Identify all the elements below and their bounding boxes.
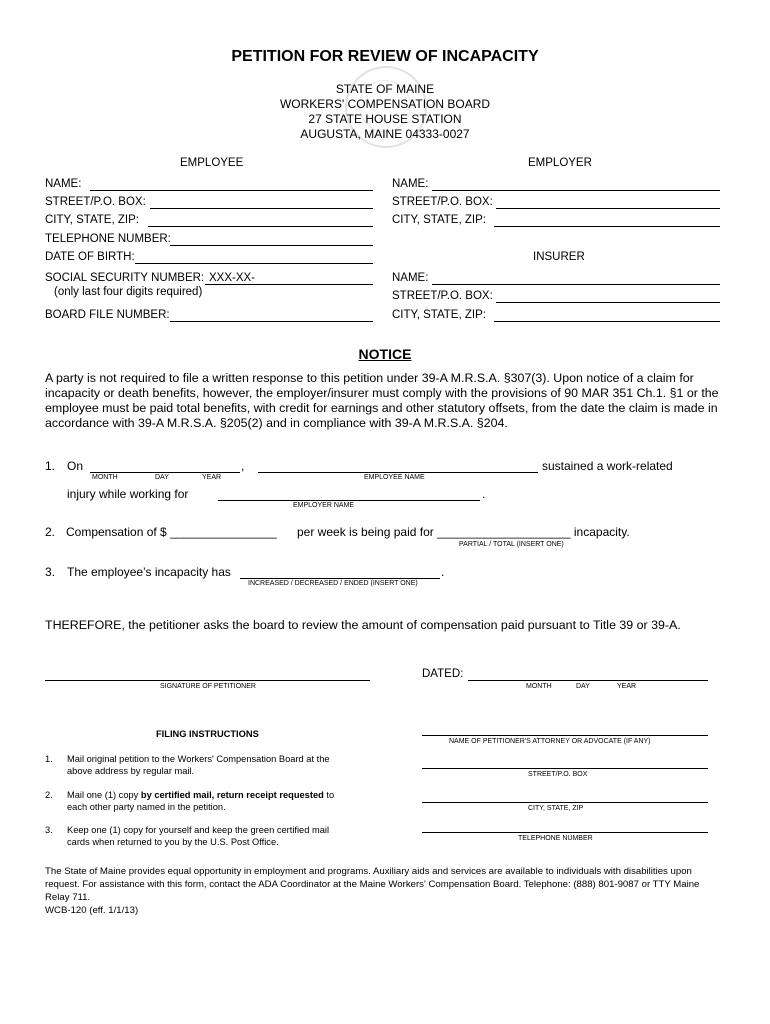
filing-item2-pre: Mail one (1) copy — [67, 790, 141, 800]
page-title: PETITION FOR REVIEW OF INCAPACITY — [231, 48, 539, 65]
footer-line3: Relay 711. — [45, 892, 91, 903]
filing-item3-number: 3. — [45, 825, 53, 835]
filing-item2-post: to — [323, 790, 335, 800]
attorney-phone-caption: TELEPHONE NUMBER — [518, 835, 593, 842]
employee-heading: EMPLOYEE — [180, 157, 244, 169]
header-city: AUGUSTA, MAINE 04333-0027 — [300, 127, 470, 141]
insurer-street-field[interactable] — [496, 302, 720, 303]
filing-item1-line1: Mail original petition to the Workers' Compensation Board at the — [67, 754, 330, 764]
injury-day-caption: DAY — [155, 474, 169, 481]
incapacity-type-field[interactable]: per week is being paid for ____________________ incapacity. — [297, 525, 630, 539]
attorney-street-caption: STREET/P.O. BOX — [528, 771, 588, 778]
filing-item2-line2: each other party named in the petition. — [67, 802, 226, 812]
insurer-street-label: STREET/P.O. BOX: — [392, 290, 493, 302]
attorney-name-caption: NAME OF PETITIONER'S ATTORNEY OR ADVOCATE (IF ANY) — [449, 738, 651, 745]
filing-item1-number: 1. — [45, 754, 53, 764]
employee-dob-field[interactable] — [135, 263, 373, 264]
item1-injury-text: injury while working for — [67, 487, 189, 501]
employer-city-label: CITY, STATE, ZIP: — [392, 214, 486, 226]
header-board: WORKERS' COMPENSATION BOARD — [279, 97, 491, 111]
dated-day-caption: DAY — [576, 683, 590, 690]
employee-ssn-value: XXX-XX- — [209, 272, 256, 284]
employee-phone-label: TELEPHONE NUMBER: — [45, 233, 171, 245]
employee-street-field[interactable] — [150, 208, 373, 209]
insurer-city-label: CITY, STATE, ZIP: — [392, 309, 486, 321]
dated-month-caption: MONTH — [526, 683, 552, 690]
signature-field[interactable] — [45, 680, 370, 681]
employer-name-label: NAME: — [392, 178, 429, 190]
item1-on: On — [67, 459, 84, 473]
filing-heading: FILING INSTRUCTIONS — [156, 729, 259, 739]
employee-city-label: CITY, STATE, ZIP: — [45, 214, 139, 226]
employee-ssn-field[interactable] — [205, 284, 373, 285]
notice-heading: NOTICE — [358, 346, 412, 362]
signature-caption: SIGNATURE OF PETITIONER — [160, 683, 256, 690]
employee-city-field[interactable] — [148, 226, 373, 227]
employer-city-field[interactable] — [494, 226, 720, 227]
form-id: WCB-120 (eff. 1/1/13) — [45, 905, 139, 916]
item2-number: 2. — [45, 525, 56, 539]
attorney-name-field[interactable] — [422, 735, 708, 736]
dated-field[interactable] — [468, 680, 708, 681]
employer-heading: EMPLOYER — [528, 157, 592, 169]
attorney-city-caption: CITY, STATE, ZIP — [528, 805, 584, 812]
employee-board-file-label: BOARD FILE NUMBER: — [45, 309, 170, 321]
filing-item1-line2: above address by regular mail. — [67, 766, 195, 776]
item1-sustained: sustained a work-related — [542, 459, 673, 473]
therefore-statement: THEREFORE, the petitioner asks the board to review the amount of compensation paid pursuant to Title 39 or 39-A. — [45, 618, 681, 632]
insurer-name-field[interactable] — [432, 284, 720, 285]
filing-item2-number: 2. — [45, 790, 53, 800]
employer-street-label: STREET/P.O. BOX: — [392, 196, 493, 208]
employer-name-caption: EMPLOYER NAME — [293, 502, 355, 509]
compensation-amount-field[interactable]: Compensation of $ ________________ — [66, 525, 277, 539]
employer-street-field[interactable] — [496, 208, 720, 209]
item3-text: The employee’s incapacity has — [67, 565, 231, 579]
employee-name-field[interactable] — [90, 190, 373, 191]
insurer-heading: INSURER — [533, 251, 585, 263]
employee-street-label: STREET/P.O. BOX: — [45, 196, 146, 208]
injury-date-field[interactable] — [90, 472, 240, 473]
incapacity-change-field[interactable] — [240, 578, 440, 579]
injury-year-caption: YEAR — [202, 474, 222, 481]
employer-name-field[interactable] — [432, 190, 720, 191]
incapacity-type-caption: PARTIAL / TOTAL (INSERT ONE) — [459, 541, 564, 548]
item1-period: . — [482, 487, 486, 501]
item3-period: . — [441, 565, 445, 579]
filing-item2-bold: by certified mail, return receipt requested — [140, 790, 324, 800]
employer-name-statement-field[interactable] — [218, 500, 480, 501]
employee-name-label: NAME: — [45, 178, 82, 190]
filing-item3-line1: Keep one (1) copy for yourself and keep the green certified mail — [67, 825, 330, 835]
footer-line2: request. For assistance with this form, contact the ADA Coordinator at the Maine Workers' Compensation Board. Telephone: (888) 801-9087 or TTY Maine — [45, 879, 700, 890]
dated-year-caption: YEAR — [617, 683, 637, 690]
employee-name-caption: EMPLOYEE NAME — [364, 474, 425, 481]
insurer-city-field[interactable] — [494, 321, 720, 322]
notice-heading-wrap — [0, 346, 770, 364]
attorney-street-field[interactable] — [422, 768, 708, 769]
footer-line1: The State of Maine provides equal opportunity in employment and programs. Auxiliary aids and services are available to individuals with disabilities upon — [45, 866, 692, 877]
employee-dob-label: DATE OF BIRTH: — [45, 251, 135, 263]
item1-number: 1. — [45, 459, 56, 473]
dated-label: DATED: — [422, 668, 464, 680]
employee-board-file-field[interactable] — [170, 321, 373, 322]
incapacity-change-caption: INCREASED / DECREASED / ENDED (INSERT ONE) — [248, 580, 418, 587]
injury-month-caption: MONTH — [92, 474, 118, 481]
item1-comma: , — [241, 459, 245, 473]
employee-ssn-note: (only last four digits required) — [54, 286, 203, 298]
insurer-name-label: NAME: — [392, 272, 429, 284]
filing-item2-line1 — [67, 790, 334, 800]
filing-item3-line2: cards when returned to you by the U.S. Post Office. — [67, 837, 279, 847]
notice-text: A party is not required to file a written response to this petition under 39-A M.R.S.A. §307(3). Upon notice of a claim for incapacity or death benefits, however, the employer/insurer must comply with the provisions of 90 MAR 351 Ch.1. §1 or the employee must be paid total benefits, with credit for earnings and other statutory offsets, from the date the claim is made in accordance with 39-A M.R.S.A. §205(2) and in compliance with 39-A M.R.S.A. §204. — [45, 371, 719, 430]
attorney-phone-field[interactable] — [422, 832, 708, 833]
item3-number: 3. — [45, 565, 56, 579]
header-address: 27 STATE HOUSE STATION — [308, 112, 462, 126]
employee-phone-field[interactable] — [170, 245, 373, 246]
employee-ssn-label: SOCIAL SECURITY NUMBER: — [45, 272, 205, 284]
attorney-city-field[interactable] — [422, 802, 708, 803]
employee-name-statement-field[interactable] — [258, 472, 538, 473]
header-state: STATE OF MAINE — [335, 82, 435, 96]
